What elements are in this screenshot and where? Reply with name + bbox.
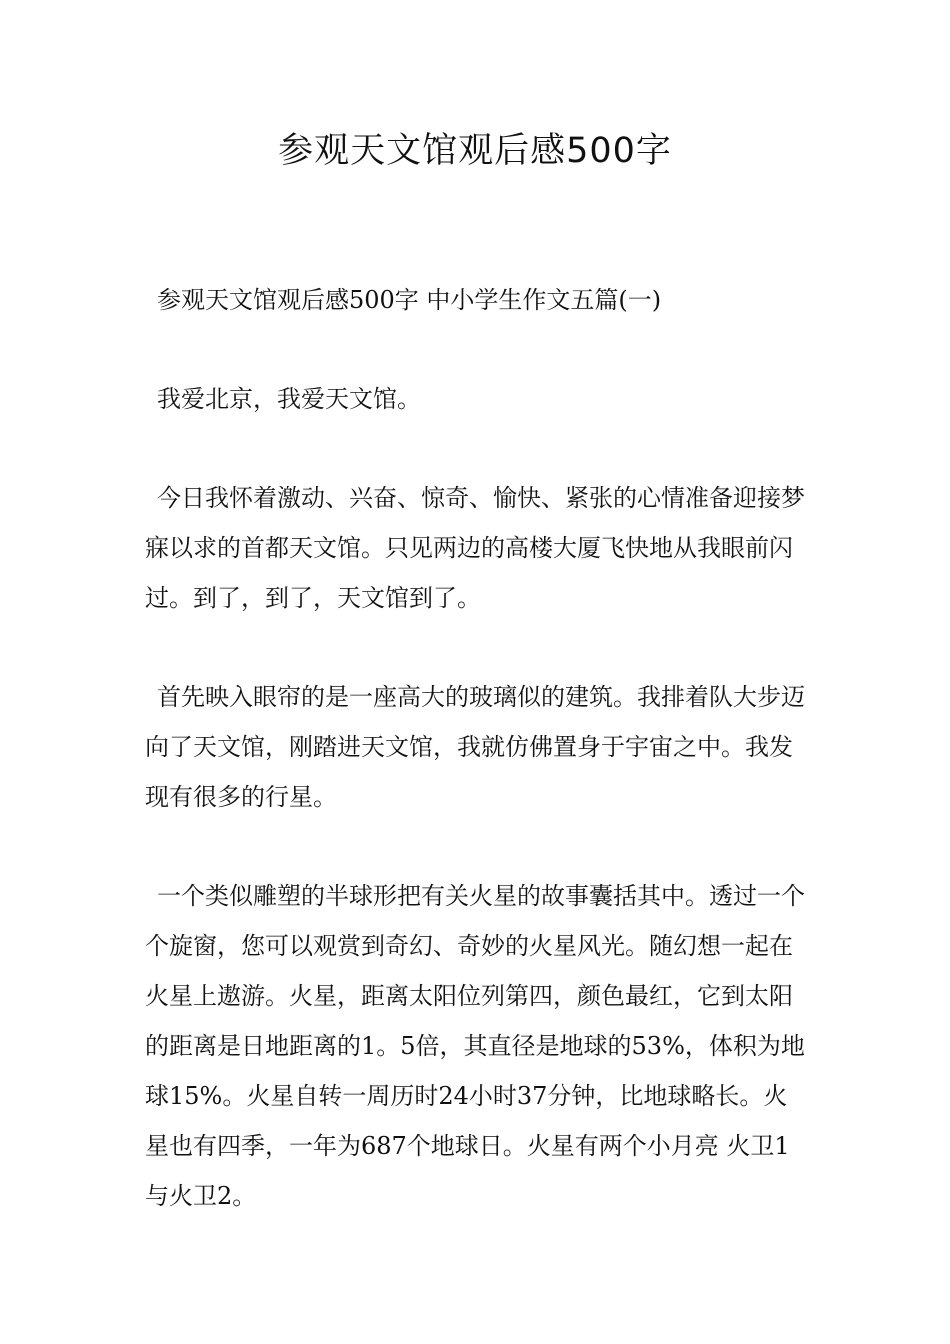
paragraph-3: 首先映入眼帘的是一座高大的玻璃似的建筑。我排着队大步迈向了天文馆，刚踏进天文馆，我就仿佛置身于宇宙之中。我发现有很多的行星。 (145, 683, 805, 811)
document-title: 参观天文馆观后感500字 (278, 131, 672, 171)
document-subtitle: 参观天文馆观后感500字 中小学生作文五篇(一) (157, 286, 662, 314)
paragraph-4: 一个类似雕塑的半球形把有关火星的故事囊括其中。透过一个个旋窗，您可以观赏到奇幻、奇妙的火星风光。随幻想一起在火星上遨游。火星，距离太阳位列第四，颜色最红，它到太阳的距离是日地距离的1。5倍，其直径是地球的53%，体积为地球15%。火星自转一周历时24小时37分钟，比地球略长。火星也有四季，一年为687个地球日。火星有两个小月亮 火卫1与火卫2。 (145, 882, 805, 1210)
paragraph-2: 今日我怀着激动、兴奋、惊奇、愉快、紧张的心情准备迎接梦寐以求的首都天文馆。只见两边的高楼大厦飞快地从我眼前闪过。到了，到了，天文馆到了。 (145, 484, 805, 612)
paragraph-1: 我爱北京，我爱天文馆。 (157, 385, 421, 413)
